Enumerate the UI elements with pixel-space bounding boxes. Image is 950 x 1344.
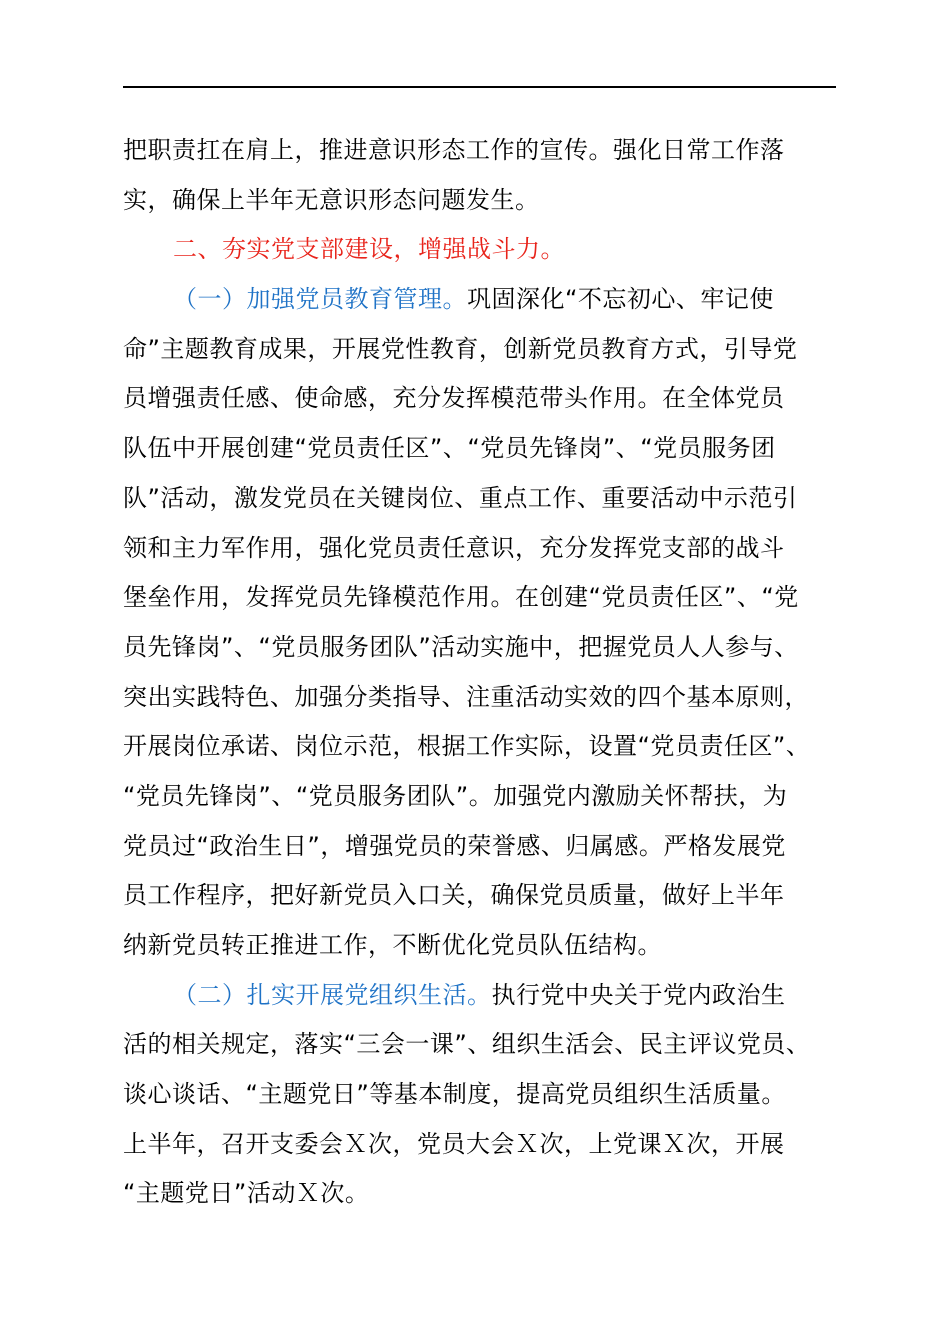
section-two-heading: 二、夯实党支部建设，增强战斗力。 [173, 235, 565, 264]
sub-one-line: 员工作程序，把好新党员入口关，确保党员质量，做好上半年 [123, 881, 785, 910]
sub-one-line: 员先锋岗”、“党员服务团队”活动实施中，把握党员人人参与、 [123, 632, 799, 661]
sub-two-line: 谈心谈话、“主题党日”等基本制度，提高党员组织生活质量。 [123, 1080, 786, 1109]
sub-two-line: “主题党日”活动Ｘ次。 [123, 1179, 370, 1208]
sub-one-line: 纳新党员转正推进工作，不断优化党员队伍结构。 [123, 931, 662, 959]
sub-two-heading: （二）扎实开展党组织生活。 [173, 980, 492, 1009]
intro-line-2: 实，确保上半年无意识形态问题发生。 [123, 185, 540, 214]
sub-one-line: “党员先锋岗”、“党员服务团队”。加强党内激励关怀帮扶，为 [123, 781, 788, 810]
sub-one-heading: （一）加强党员教育管理。 [173, 285, 467, 314]
sub-one-line: 队”活动，激发党员在关键岗位、重点工作、重要活动中示范引 [123, 483, 798, 512]
sub-one-first-line [123, 275, 843, 325]
sub-one-line: 员增强责任感、使命感，充分发挥模范带头作用。在全体党员 [123, 384, 785, 413]
sub-one-line: 队伍中开展创建“党员责任区”、“党员先锋岗”、“党员服务团 [123, 434, 776, 463]
sub-one-line: 领和主力军作用，强化党员责任意识，充分发挥党支部的战斗 [123, 533, 785, 562]
intro-line-1: 把职责扛在肩上，推进意识形态工作的宣传。强化日常工作落 [123, 136, 785, 164]
sub-one-first-text: 巩固深化“不忘初心、牢记使 [467, 285, 774, 314]
document-body [123, 126, 843, 1219]
sub-one-line: 党员过“政治生日”，增强党员的荣誉感、归属感。严格发展党 [123, 831, 786, 860]
sub-two-first-line [123, 971, 843, 1021]
sub-two-line: 活的相关规定，落实“三会一课”、组织生活会、民主评议党员、 [123, 1030, 811, 1059]
sub-one-line: 堡垒作用，发挥党员先锋模范作用。在创建“党员责任区”、“党 [123, 583, 799, 612]
header-rule [123, 86, 836, 88]
sub-two-line: 上半年，召开支委会Ｘ次，党员大会Ｘ次，上党课Ｘ次，开展 [123, 1129, 785, 1158]
sub-one-line: 突出实践特色、加强分类指导、注重活动实效的四个基本原则， [123, 682, 809, 711]
sub-two-first-text: 执行党中央关于党内政治生 [491, 980, 786, 1009]
sub-one-line: 开展岗位承诺、岗位示范，根据工作实际，设置“党员责任区”、 [123, 732, 811, 761]
sub-one-line: 命”主题教育成果，开展党性教育，创新党员教育方式，引导党 [123, 334, 798, 363]
